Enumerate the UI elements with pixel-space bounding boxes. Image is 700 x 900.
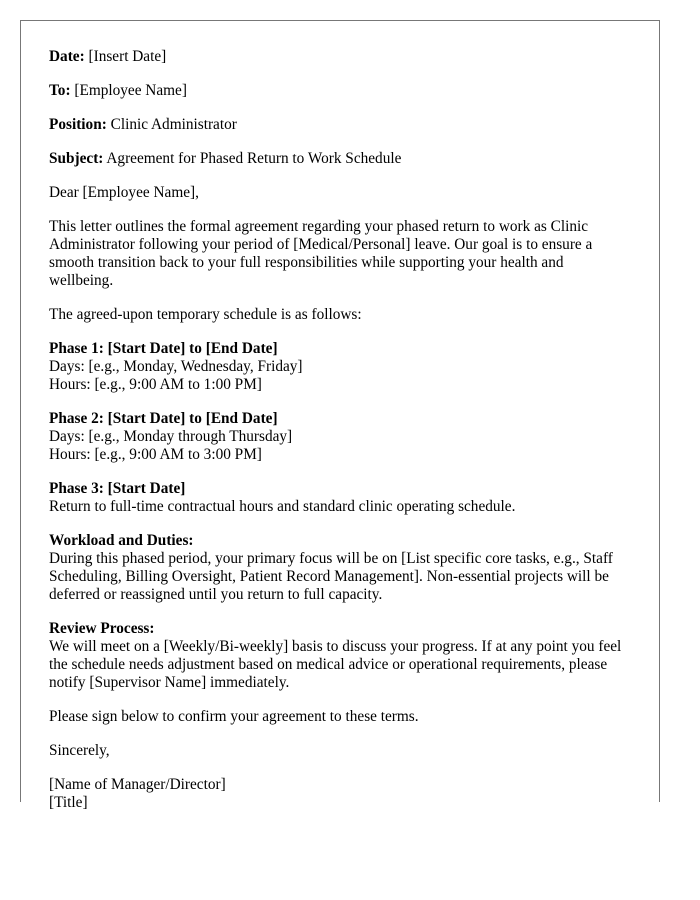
phase-3-text: Return to full-time contractual hours and standard clinic operating schedule. — [49, 498, 516, 515]
phase-1-block — [49, 340, 631, 394]
position-value: Clinic Administrator — [110, 116, 237, 133]
review-text: We will meet on a [Weekly/Bi-weekly] basis to discuss your progress. If at any point you feel the schedule needs adjustment based on medical advice or operational requirements, please notify [Supervisor Name] immediately. — [49, 638, 622, 691]
review-block — [49, 620, 631, 692]
subject-line — [49, 150, 631, 168]
date-label: Date: — [49, 48, 85, 65]
workload-heading: Workload and Duties: — [49, 532, 194, 549]
schedule-intro: The agreed-upon temporary schedule is as follows: — [49, 306, 362, 323]
review-heading: Review Process: — [49, 620, 155, 637]
subject-label: Subject: — [49, 150, 104, 167]
signer-name: [Name of Manager/Director] — [49, 776, 226, 793]
position-label: Position: — [49, 116, 107, 133]
position-line — [49, 116, 631, 134]
letter-page — [20, 20, 660, 811]
phase-2-hours: Hours: [e.g., 9:00 AM to 3:00 PM] — [49, 446, 262, 463]
intro-paragraph: This letter outlines the formal agreement regarding your phased return to work as Clinic Administrator following your period of [Medical/Personal] leave. Our goal is to ensure a smooth transition back to your full responsibilities while supporting your health and wellbeing. — [49, 218, 593, 289]
to-line — [49, 82, 631, 100]
greeting: Dear [Employee Name], — [49, 184, 199, 201]
to-label: To: — [49, 82, 71, 99]
workload-block — [49, 532, 631, 604]
phase-2-heading: Phase 2: [Start Date] to [End Date] — [49, 410, 278, 427]
phase-1-heading: Phase 1: [Start Date] to [End Date] — [49, 340, 278, 357]
phase-2-block — [49, 410, 631, 464]
phase-3-block — [49, 480, 631, 516]
closing: Sincerely, — [49, 742, 110, 759]
signature-block — [49, 776, 631, 812]
workload-text: During this phased period, your primary focus will be on [List specific core tasks, e.g., Staff Scheduling, Billing Oversight, Patient Record Management]. Non-essential projects will be deferred or reassigned until you return to full capacity. — [49, 550, 613, 603]
phase-3-heading: Phase 3: [Start Date] — [49, 480, 186, 497]
phase-1-hours: Hours: [e.g., 9:00 AM to 1:00 PM] — [49, 376, 262, 393]
letter-body — [21, 21, 659, 812]
phase-2-days: Days: [e.g., Monday through Thursday] — [49, 428, 293, 445]
sign-request: Please sign below to confirm your agreement to these terms. — [49, 708, 419, 725]
subject-value: Agreement for Phased Return to Work Schedule — [106, 150, 402, 167]
date-line — [49, 48, 631, 66]
date-value: [Insert Date] — [88, 48, 167, 65]
phase-1-days: Days: [e.g., Monday, Wednesday, Friday] — [49, 358, 303, 375]
to-value: [Employee Name] — [74, 82, 187, 99]
signer-title: [Title] — [49, 794, 88, 811]
